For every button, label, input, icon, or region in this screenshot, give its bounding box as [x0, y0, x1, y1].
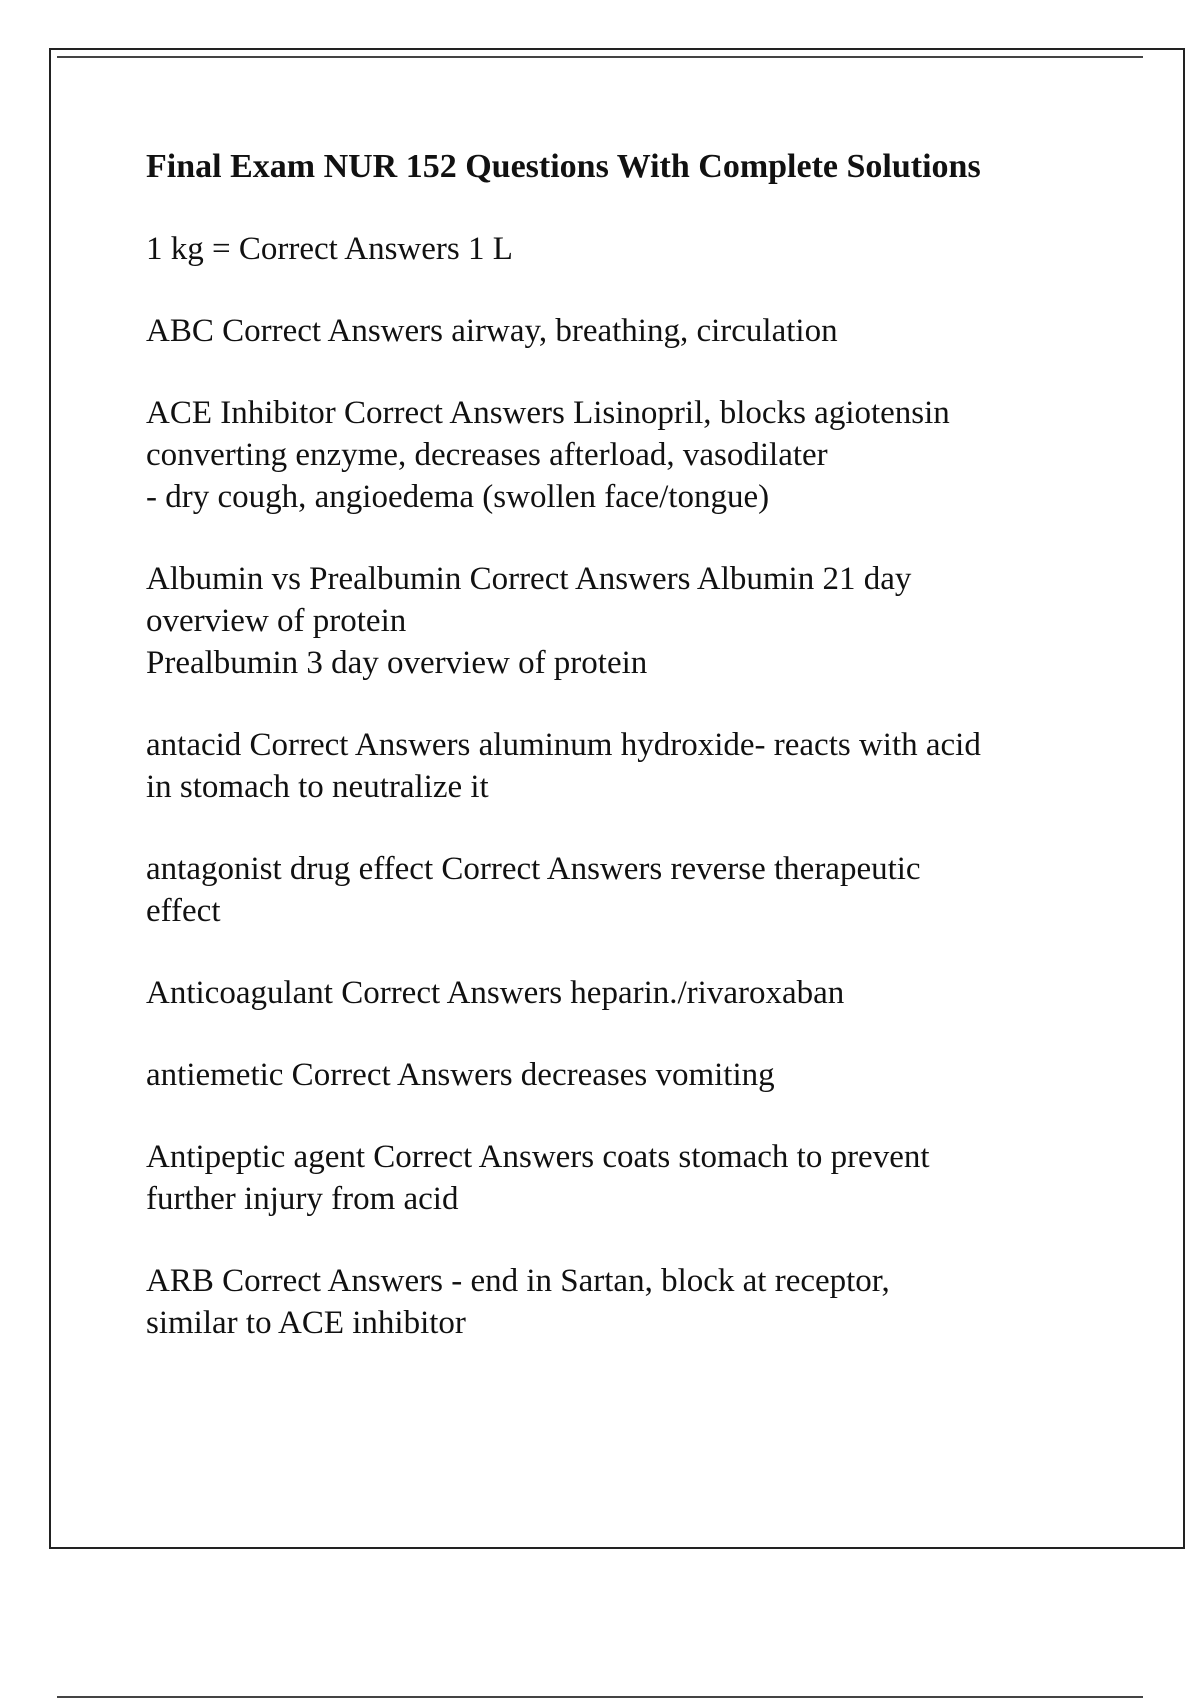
qa-entry-antipeptic: Antipeptic agent Correct Answers coats stomach to prevent further injury from acid [146, 1139, 930, 1217]
qa-entry-anticoagulant: Anticoagulant Correct Answers heparin./rivaroxaban [146, 975, 845, 1011]
qa-entry-abc: ABC Correct Answers airway, breathing, circulation [146, 313, 838, 349]
qa-entry-antacid: antacid Correct Answers aluminum hydroxide- reacts with acid in stomach to neutralize it [146, 727, 981, 805]
qa-entry-arb: ARB Correct Answers - end in Sartan, block at receptor, similar to ACE inhibitor [146, 1263, 890, 1341]
qa-entry-albumin: Albumin vs Prealbumin Correct Answers Albumin 21 day overview of protein Prealbumin 3 day overview of protein [146, 561, 912, 681]
bottom-rule [57, 1696, 1143, 1698]
qa-entry-ace-inhibitor: ACE Inhibitor Correct Answers Lisinopril, blocks agiotensin converting enzyme, decreases afterload, vasodilater - dry cough, angioedema (swollen face/tongue) [146, 395, 950, 515]
document-title: Final Exam NUR 152 Questions With Complete Solutions [146, 148, 981, 185]
qa-entry-antiemetic: antiemetic Correct Answers decreases vomiting [146, 1057, 775, 1093]
document-body [146, 146, 1106, 1384]
qa-entry-antagonist: antagonist drug effect Correct Answers reverse therapeutic effect [146, 851, 921, 929]
qa-entry-1kg: 1 kg = Correct Answers 1 L [146, 231, 513, 267]
